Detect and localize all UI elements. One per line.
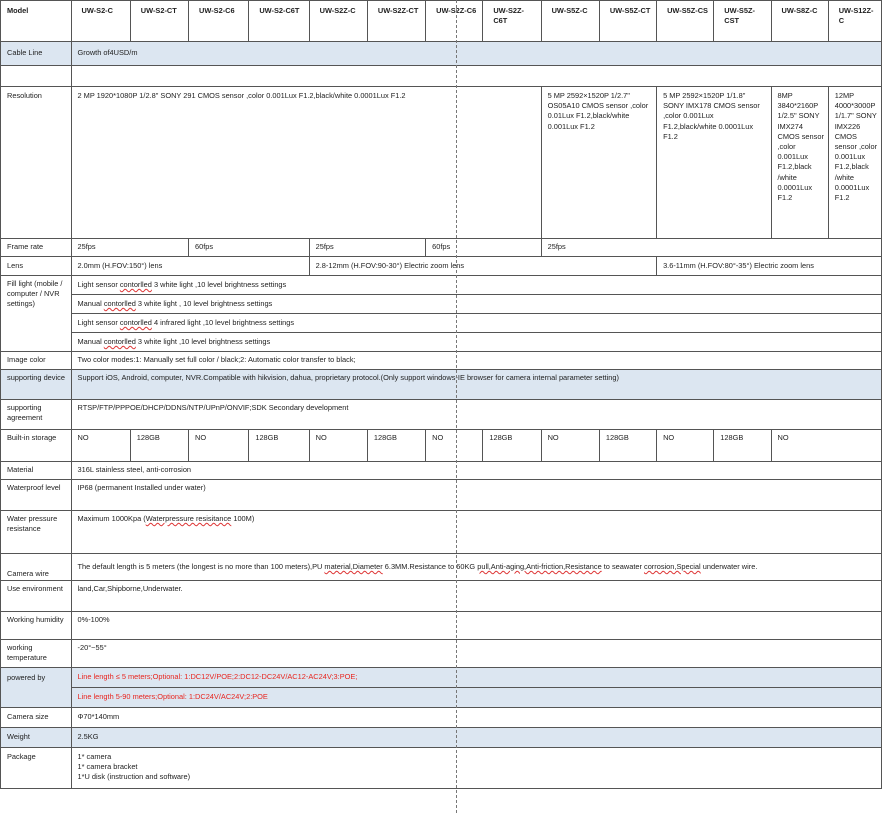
- fill-light-option: Light sensor contorlled 4 infrared light ,10 level brightness settings: [71, 314, 881, 333]
- row-label: Frame rate: [1, 239, 72, 257]
- fill-light-option: Manual contorlled 3 white light ,10 level brightness settings: [71, 333, 881, 352]
- water-pressure-value: Maximum 1000Kpa (Waterpressure resisitance 100M): [71, 511, 881, 554]
- row-label: Image color: [1, 352, 72, 370]
- package-item: 1* camera bracket: [77, 762, 138, 772]
- model-header: UW-S2Z-CT: [367, 1, 425, 42]
- frame-rate-value: 60fps: [426, 239, 541, 257]
- camera-wire-value: The default length is 5 meters (the longest is no more than 100 meters),PU material,Diameter 6.3MM.Resistance to 60KG pull,Anti-aging,Anti-friction,Resistance to seawater corrosion,Special underwater wire.: [71, 554, 881, 581]
- camera-size-value: Φ70*140mm: [71, 708, 881, 728]
- image-color-value: Two color modes:1: Manually set full color / black;2: Automatic color transfer to black;: [71, 352, 881, 370]
- lens-row: [1, 257, 882, 276]
- supporting-agreement-value: RTSP/FTP/PPPOE/DHCP/DDNS/NTP/UPnP/ONVIF;SDK Secondary development: [71, 400, 881, 430]
- row-label: supporting device: [1, 370, 72, 400]
- storage-value: NO: [309, 430, 367, 462]
- resolution-2mp: 2 MP 1920*1080P 1/2.8" SONY 291 CMOS sensor ,color 0.001Lux F1.2,black/white 0.0001Lux F1.2: [71, 87, 541, 239]
- lens-value: 3.6-11mm (H.FOV:80°-35°) Electric zoom lens: [657, 257, 882, 276]
- weight-row: [1, 728, 882, 748]
- resolution-12mp: 12MP 4000*3000P 1/1.7" SONY IMX226 CMOS sensor ,color 0.001Lux F1.2,black /white 0.0001Lux F1.2: [828, 87, 881, 239]
- fill-light-row: [1, 333, 882, 352]
- powered-by-row: [1, 688, 882, 708]
- resolution-row: [1, 87, 882, 239]
- row-label: Camera size: [1, 708, 72, 728]
- row-label: Cable Line: [1, 42, 72, 66]
- image-color-row: [1, 352, 882, 370]
- storage-value: 128GB: [599, 430, 656, 462]
- model-header: UW-S2Z-C6: [426, 1, 483, 42]
- humidity-row: [1, 612, 882, 640]
- row-label: working temperature: [1, 640, 72, 668]
- row-label: Working humidity: [1, 612, 72, 640]
- row-label: Resolution: [1, 87, 72, 239]
- row-label: powered by: [1, 668, 72, 708]
- lens-value: 2.0mm (H.FOV:150°) lens: [71, 257, 309, 276]
- fill-light-row: [1, 276, 882, 295]
- power-option: Line length ≤ 5 meters;Optional: 1:DC12V/POE;2:DC12-DC24V/AC12-AC24V;3:POE;: [71, 668, 881, 688]
- water-pressure-row: [1, 511, 882, 554]
- package-item: 1* camera: [77, 752, 112, 761]
- weight-value: 2.5KG: [71, 728, 881, 748]
- waterproof-row: [1, 480, 882, 511]
- model-header: UW-S2Z-C6T: [483, 1, 541, 42]
- model-header: UW-S5Z-CT: [599, 1, 656, 42]
- fill-light-row: [1, 295, 882, 314]
- package-value: [71, 748, 881, 789]
- temperature-row: [1, 640, 882, 668]
- resolution-5mp-b: 5 MP 2592×1520P 1/1.8" SONY IMX178 CMOS sensor ,color 0.001Lux F1.2,black/white 0.0001Lux F1.2: [657, 87, 771, 239]
- frame-rate-value: 25fps: [71, 239, 189, 257]
- frame-rate-value: 60fps: [189, 239, 310, 257]
- camera-size-row: [1, 708, 882, 728]
- storage-value: 128GB: [130, 430, 188, 462]
- page-break-line: [456, 0, 457, 813]
- blank-row: [1, 66, 882, 87]
- row-label: Camera wire: [1, 554, 72, 581]
- use-environment-row: [1, 581, 882, 612]
- storage-row: [1, 430, 882, 462]
- storage-value: 128GB: [367, 430, 425, 462]
- row-label: Use environment: [1, 581, 72, 612]
- material-value: 316L stainless steel, anti-corrosion: [71, 462, 881, 480]
- supporting-agreement-row: [1, 400, 882, 430]
- waterproof-value: IP68 (permanent Installed under water): [71, 480, 881, 511]
- cable-line-value: Growth of4USD/m: [71, 42, 881, 66]
- camera-wire-row: [1, 554, 882, 581]
- temperature-value: -20°~55°: [71, 640, 881, 668]
- storage-value: 128GB: [483, 430, 541, 462]
- storage-value: NO: [426, 430, 483, 462]
- header-row: [1, 1, 882, 42]
- material-row: [1, 462, 882, 480]
- model-header: UW-S2-C6T: [249, 1, 309, 42]
- storage-value: 128GB: [714, 430, 771, 462]
- storage-value: NO: [541, 430, 599, 462]
- storage-value: NO: [189, 430, 249, 462]
- row-label: Material: [1, 462, 72, 480]
- row-label: Package: [1, 748, 72, 789]
- lens-value: 2.8-12mm (H.FOV:90-30°) Electric zoom lens: [309, 257, 656, 276]
- storage-value: NO: [71, 430, 130, 462]
- model-header: UW-S2-C: [71, 1, 130, 42]
- row-label: Lens: [1, 257, 72, 276]
- storage-value: 128GB: [249, 430, 309, 462]
- package-row: [1, 748, 882, 789]
- model-header: UW-S5Z-CST: [714, 1, 771, 42]
- model-header: UW-S2Z-C: [309, 1, 367, 42]
- use-environment-value: land,Car,Shipborne,Underwater.: [71, 581, 881, 612]
- frame-rate-row: [1, 239, 882, 257]
- supporting-device-value: Support iOS, Android, computer, NVR.Compatible with hikvision, dahua, proprietary protocol.(Only support windows-IE browser for camera internal parameter setting): [71, 370, 881, 400]
- model-header: UW-S2-C6: [189, 1, 249, 42]
- row-label: supporting agreement: [1, 400, 72, 430]
- package-item: 1*U disk (instruction and software): [77, 772, 191, 782]
- frame-rate-value: 25fps: [541, 239, 881, 257]
- model-header: UW-S8Z-C: [771, 1, 828, 42]
- model-header: UW-S5Z-C: [541, 1, 599, 42]
- storage-value: NO: [657, 430, 714, 462]
- power-option: Line length 5-90 meters;Optional: 1:DC24V/AC24V;2:POE: [71, 688, 881, 708]
- row-label: Waterproof level: [1, 480, 72, 511]
- model-header: UW-S12Z-C: [828, 1, 881, 42]
- header-label: Model: [1, 1, 72, 42]
- cable-line-row: [1, 42, 882, 66]
- model-header: UW-S2-CT: [130, 1, 188, 42]
- row-label: Water pressure resistance: [1, 511, 72, 554]
- fill-light-option: Light sensor contorlled 3 white light ,10 level brightness settings: [71, 276, 881, 295]
- resolution-5mp-a: 5 MP 2592×1520P 1/2.7" OS05A10 CMOS sensor ,color 0.01Lux F1.2,black/white 0.001Lux F1.2: [541, 87, 656, 239]
- row-label: Weight: [1, 728, 72, 748]
- row-label: Fill light (mobile / computer / NVR settings): [1, 276, 72, 352]
- fill-light-option: Manual contorlled 3 white light , 10 level brightness settings: [71, 295, 881, 314]
- powered-by-row: [1, 668, 882, 688]
- frame-rate-value: 25fps: [309, 239, 426, 257]
- humidity-value: 0%-100%: [71, 612, 881, 640]
- supporting-device-row: [1, 370, 882, 400]
- model-header: UW-S5Z-CS: [657, 1, 714, 42]
- row-label: Built-in storage: [1, 430, 72, 462]
- storage-value: NO: [771, 430, 882, 462]
- fill-light-row: [1, 314, 882, 333]
- resolution-8mp: 8MP 3840*2160P 1/2.5" SONY IMX274 CMOS sensor ,color 0.001Lux F1.2,black /white 0.0001Lux F1.2: [771, 87, 828, 239]
